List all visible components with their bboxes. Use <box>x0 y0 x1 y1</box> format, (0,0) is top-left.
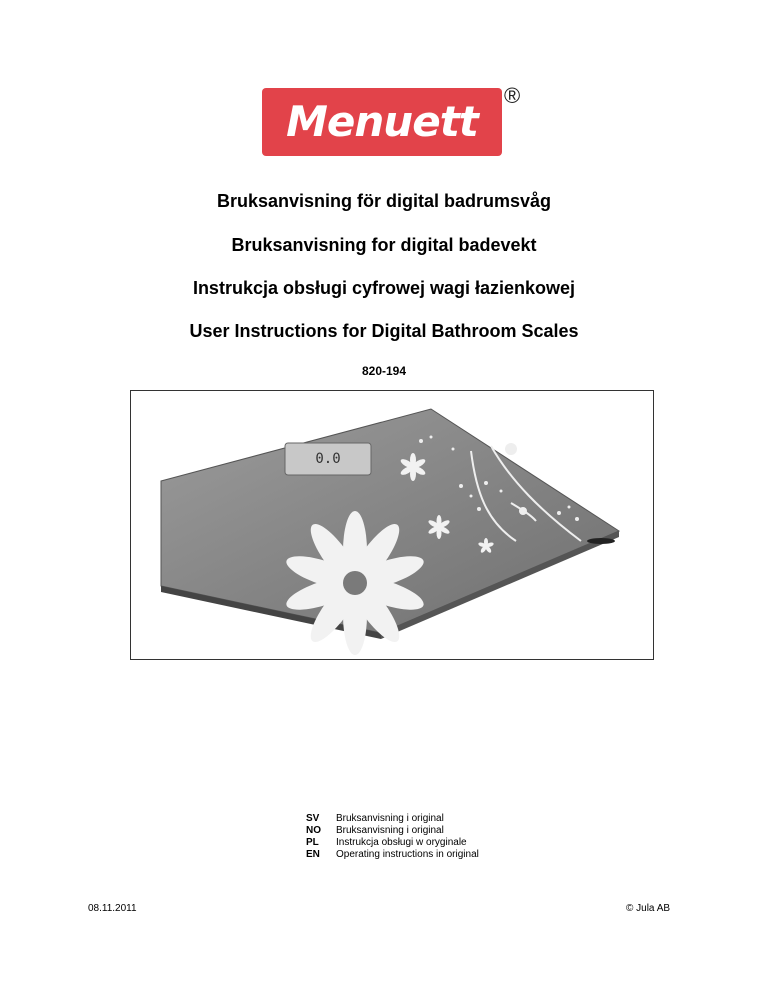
title-swedish: Bruksanvisning för digital badrumsvåg <box>216 191 552 211</box>
bathroom-scale-photo-icon <box>131 391 653 659</box>
model-number: 820-194 <box>361 364 407 378</box>
language-list <box>306 813 479 861</box>
language-row <box>306 825 479 837</box>
scale-display-reading: 0.0 <box>315 451 341 467</box>
language-text: Instrukcja obsługi w oryginale <box>336 837 467 848</box>
language-row <box>306 837 479 849</box>
language-row <box>306 849 479 861</box>
copyright-notice: © Jula AB <box>626 903 671 914</box>
language-row <box>306 813 479 825</box>
language-code: NO <box>306 825 321 836</box>
language-code: SV <box>306 813 320 824</box>
language-code: EN <box>306 849 320 860</box>
title-norwegian: Bruksanvisning for digital badevekt <box>231 235 537 255</box>
language-code: PL <box>306 837 319 848</box>
product-photo <box>130 390 654 660</box>
language-text: Bruksanvisning i original <box>336 813 444 824</box>
document-date: 08.11.2011 <box>88 903 137 914</box>
logo-badge <box>262 88 502 156</box>
scale-foot <box>587 538 615 544</box>
language-text: Operating instructions in original <box>336 849 479 860</box>
registered-mark: ® <box>504 83 521 108</box>
title-polish: Instrukcja obsługi cyfrowej wagi łazienkowej <box>192 278 576 298</box>
brand-logo <box>262 85 526 157</box>
logo-text: Menuett <box>286 97 478 146</box>
language-text: Bruksanvisning i original <box>336 825 444 836</box>
title-english: User Instructions for Digital Bathroom Scales <box>189 321 579 341</box>
